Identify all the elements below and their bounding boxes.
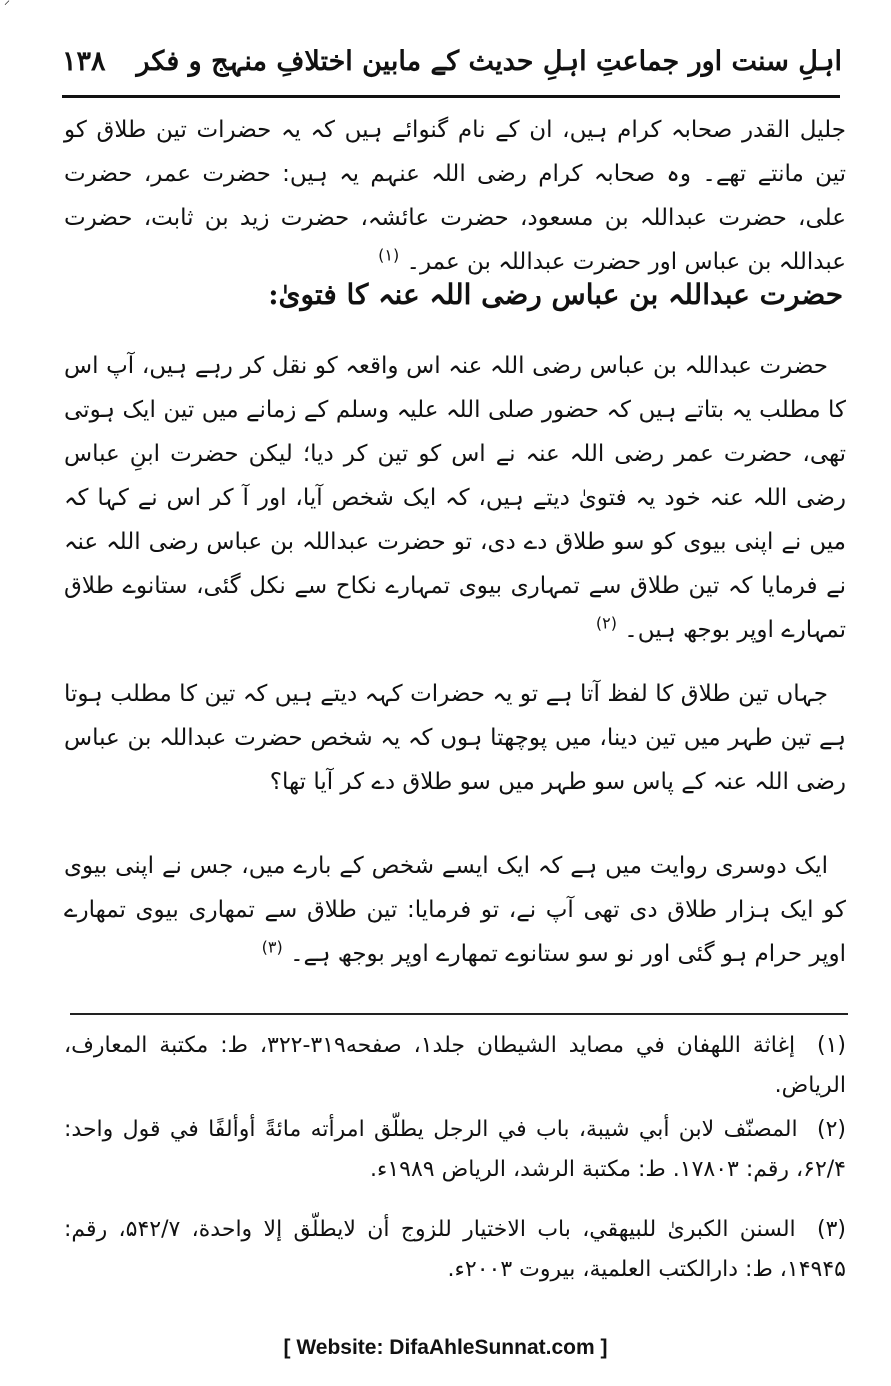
- paragraph-4: [64, 844, 846, 974]
- website-footer: [ Website: DifaAhleSunnat.com ]: [283, 1336, 608, 1359]
- header-rule: [62, 95, 840, 98]
- footnote-ref-1: (۱): [378, 245, 400, 265]
- footnote-2-number: (۲): [817, 1117, 847, 1142]
- footnote-1: [64, 1026, 846, 1110]
- paragraph-4-text: ایک دوسری روایت میں ہے کہ ایک ایسے شخص کے بارے میں، جس نے اپنی بیوی کو ایک ہزار طلاق دی تھی آپ نے، تو فرمایا: تین طلاق سے تمھاری بیوی تمھارے اوپر حرام ہو گئی اور نو سو ستانوے تمھارے اوپر بوجھ ہے۔: [64, 853, 846, 967]
- footnote-3-text: السنن الكبرىٰ للبيهقي، باب الاختيار للزوج أن لايطلّق إلا واحدة، ۵۴۲/۷، رقم: ۱۴۹۴۵، ط: دارالكتب العلمية، بيروت ۲۰۰۳ء.: [64, 1217, 846, 1282]
- scan-corner-mark: ⸍: [4, 0, 11, 12]
- footnote-3-number: (۳): [816, 1217, 846, 1242]
- page-number: ۱۳۸: [62, 46, 106, 77]
- paragraph-2-text: حضرت عبداللہ بن عباس رضی اللہ عنہ اس واقعہ کو نقل کر رہے ہیں، آپ اس کا مطلب یہ بتاتے ہیں کہ حضور صلی اللہ علیہ وسلم کے زمانے میں تین ایک ہوتی تھی، حضرت عمر رضی اللہ عنہ نے اس کو تین کر دیا؛ لیکن حضرت ابنِ عباس رضی اللہ عنہ خود یہ فتویٰ دیتے ہیں، کہ ایک شخص آیا، اور آ کر اس نے کہا کہ میں نے اپنی بیوی کو سو طلاق دے دی، تو حضرت عبداللہ بن عباس رضی اللہ عنہ نے فرمایا کہ تین طلاق سے تمہاری بیوی تمہارے نکاح سے نکل گئی، ستانوے طلاق تمہارے اوپر بوجھ ہیں۔: [64, 353, 846, 643]
- running-title: اہلِ سنت اور جماعتِ اہلِ حدیث کے مابین اختلافِ منہج و فکر: [136, 46, 842, 77]
- footnote-1-number: (۱): [816, 1033, 846, 1058]
- footnote-2-text: المصنّف لابن أبي شيبة، باب في الرجل يطلّق امرأته مائةً أوألفًا في قول واحد: ۶۲/۴، رقم: ۱۷۸۰۳. ط: مكتبة الرشد، الرياض ۱۹۸۹ء.: [64, 1117, 846, 1182]
- paragraph-2: [64, 344, 846, 672]
- paragraph-3-text: جہاں تین طلاق کا لفظ آتا ہے تو یہ حضرات کہہ دیتے ہیں کہ تین کا مطلب ہوتا ہے تین طہر میں تین دینا، میں پوچھتا ہوں کہ یہ شخص حضرت عبداللہ بن عباس رضی اللہ عنہ کے پاس سو طہر میں سو طلاق دے کر آیا تھا؟: [64, 681, 846, 795]
- footnote-rule: [70, 1013, 848, 1015]
- footnote-ref-3: (۳): [261, 937, 283, 957]
- footnote-ref-2: (۲): [595, 613, 617, 633]
- paragraph-3: [64, 672, 846, 844]
- paragraph-1: [64, 108, 846, 280]
- footnote-1-text: إغاثة اللهفان في مصايد الشيطان جلد۱، صفحه۳۱۹-۳۲۲، ط: مكتبة المعارف، الرياض.: [64, 1033, 846, 1098]
- page-header: [62, 44, 842, 94]
- footnote-3: [64, 1210, 846, 1306]
- paragraph-1-text: جلیل القدر صحابہ کرام ہیں، ان کے نام گنوائے ہیں کہ یہ حضرات تین طلاق کو تین مانتے تھے۔ وہ صحابہ کرام رضی اللہ عنہم یہ ہیں: حضرت عمر، حضرت علی، حضرت عبداللہ بن مسعود، حضرت عائشہ، حضرت زید بن ثابت، حضرت عبداللہ بن عباس اور حضرت عبداللہ بن عمر۔: [64, 117, 846, 275]
- section-heading: حضرت عبداللہ بن عباس رضی اللہ عنہ کا فتویٰ:: [268, 278, 843, 311]
- footnote-2: [64, 1110, 846, 1206]
